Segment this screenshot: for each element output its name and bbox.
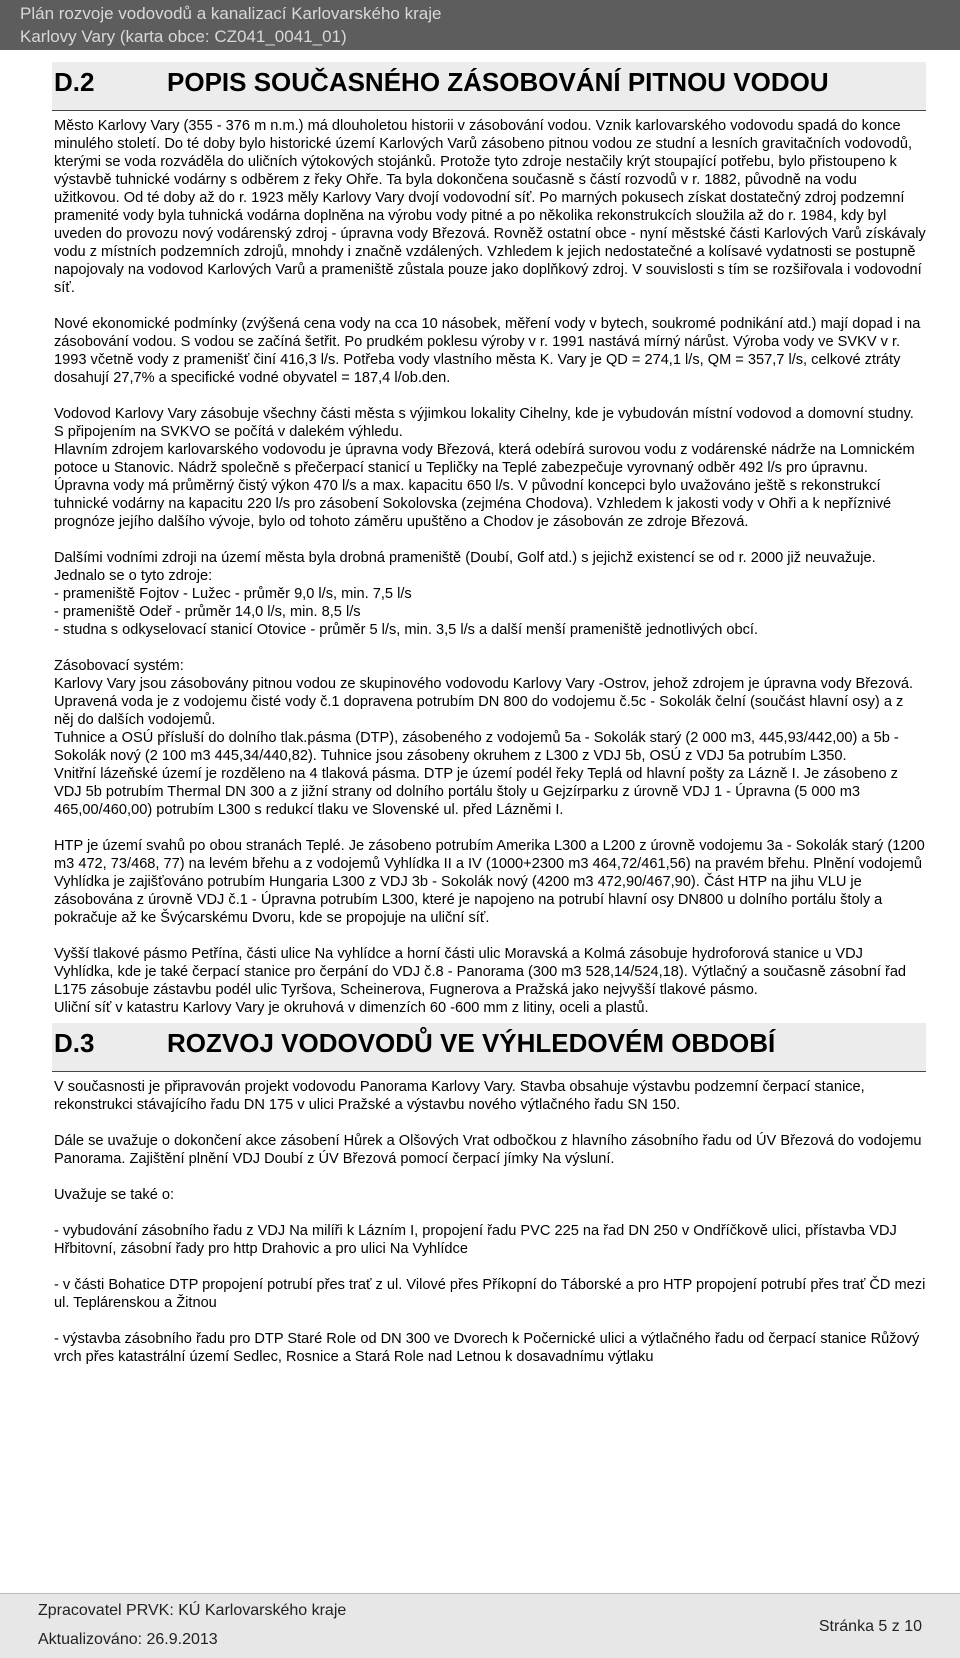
paragraph: Vyšší tlakové pásmo Petřína, části ulice Na vyhlídce a horní části ulic Moravská a Kolmá zásobuje hydroforová stanice u VDJ Vyhlídka, kde je také čerpací stanice pro čerpání do VDJ č.8 - Panorama (300 m3 528,14/524,18). Výtlačný a současně zásobní řad L175 zásobuje zástavbu podél ulic Tyršova, Scheinerova, Fugnerova a Pražská jako nejvyšší tlakové pásmo. [54, 946, 907, 998]
paragraph: Hlavním zdrojem karlovarského vodovodu je úpravna vody Březová, která odebírá surovou vodu z vodárenské nádrže na Lomnickém potoce u Stanovic. Nádrž společně s přečerpací stanicí u Tepličky na Teplé zabezpečuje vyrovnaný odběr 492 l/s pro úpravnu. Úpravna vody má průměrný čistý výkon 470 l/s a max. kapacitu 650 l/s. V původní koncepci bylo uvažováno ještě s rekonstrukcí tuhnické vodárny na kapacitu 220 l/s pro zásobení Sokolovska (zejména Chodova). Vzhledem k jakosti vody v Ohři a k nepříznivé prognóze jejího dalšího vývoje, bylo od tohoto záměru upuštěno a Chodov je zásobován ze zdroje Březová. [54, 442, 915, 530]
paragraph: Tuhnice a OSÚ přísluší do dolního tlak.pásma (DTP), zásobeného z vodojemů 5a - Sokolák starý (2 000 m3, 445,93/442,00) a 5b - Sokolák nový (2 100 m3 445,34/440,82). Tuhnice jsou zásobeny okruhem z L300 z VDJ 5b, OSÚ z VDJ 5a potrubím L350. [54, 730, 899, 764]
paragraph: Dále se uvažuje o dokončení akce zásobení Hůrek a Olšových Vrat odbočkou z hlavního zásobního řadu od ÚV Březová do vodojemu Panorama. Zajištění plnění VDJ Doubí z ÚV Březová pomocí čerpací jímky Na výsluní. [54, 1133, 922, 1167]
list-item: - prameniště Fojtov - Lužec - průměr 9,0 l/s, min. 7,5 l/s [54, 586, 412, 602]
list-item: - vybudování zásobního řadu z VDJ Na milíři k Lázním I, propojení řadu PVC 225 na řad DN 250 v Ondříčkově ulici, přístavba VDJ Hřbitovní, zásobní řady pro http Drahovic a pro ulici Na Vyhlídce [54, 1223, 897, 1257]
section-heading-d3 [52, 1023, 926, 1072]
page-header [0, 0, 960, 50]
list-item: - v části Bohatice DTP propojení potrubí přes trať z ul. Vilové přes Příkopní do Táborské a pro HTP propojení potrubí přes trať ČD mezi ul. Teplárenskou a Žitnou [54, 1277, 926, 1311]
document-body [54, 62, 926, 1366]
paragraph: Uvažuje se také o: [54, 1187, 175, 1203]
footer-page-number: Stránka 5 z 10 [818, 1618, 922, 1635]
paragraph: Nové ekonomické podmínky (zvýšená cena vody na cca 10 násobek, měření vody v bytech, soukromé podnikání atd.) mají dopad i na zásobování vodou. S vodou se začíná šetřit. Po prudkém poklesu výroby v r. 1991 nastává mírný nárůst. Výroba vody ve SVKV v r. 1993 včetně vody z pramenišť činí 416,3 l/s. Potřeba vody vlastního města K. Vary je QD = 274,1 l/s, QM = 357,7 l/s, celkové ztráty dosahují 27,7% a specifické vodné obyvatel = 187,4 l/ob.den. [54, 316, 921, 386]
list-item: - výstavba zásobního řadu pro DTP Staré Role od DN 300 ve Dvorech k Počernické ulici a výtlačného řadu od čerpací stanice Růžový vrch přes katastrální území Sedlec, Rosnice a Stará Role nad Letnou k dosavadnímu výtlaku [54, 1331, 920, 1365]
list-item: - prameniště Odeř - průměr 14,0 l/s, min. 8,5 l/s [54, 604, 361, 620]
footer-updated: Aktualizováno: 26.9.2013 [38, 1631, 218, 1648]
list-item: - studna s odkyselovací stanicí Otovice - průměr 5 l/s, min. 3,5 l/s a další menší prameniště jednotlivých obcí. [54, 622, 759, 638]
header-title: Plán rozvoje vodovodů a kanalizací Karlovarského kraje [20, 4, 442, 23]
page-footer [0, 1593, 960, 1658]
paragraph: Vodovod Karlovy Vary zásobuje všechny části města s výjimkou lokality Cihelny, kde je vybudován místní vodovod a domovní studny. S připojením na SVKVO se počítá v dalekém výhledu. [54, 406, 914, 440]
section-heading-d2 [52, 62, 926, 111]
paragraph: Dalšími vodními zdroji na území města byla drobná prameniště (Doubí, Golf atd.) s jejichž existencí se od r. 2000 již neuvažuje. Jednalo se o tyto zdroje: [54, 550, 876, 584]
footer-author: Zpracovatel PRVK: KÚ Karlovarského kraje [38, 1602, 347, 1619]
paragraph: Uliční síť v katastru Karlovy Vary je okruhová v dimenzích 60 -600 mm z litiny, oceli a plastů. [54, 1000, 649, 1016]
section-number: D.3 [54, 1028, 95, 1058]
paragraph: Karlovy Vary jsou zásobovány pitnou vodou ze skupinového vodovodu Karlovy Vary -Ostrov, jehož zdrojem je úpravna vody Březová. Upravená voda je z vodojemu čisté vody č.1 dopravena potrubím DN 800 do vodojemu č.5c - Sokolák čelní (součást hlavní osy) a z něj do dalších vodojemů. [54, 676, 914, 728]
header-subtitle: Karlovy Vary (karta obce: CZ041_0041_01) [20, 27, 347, 46]
paragraph: Město Karlovy Vary (355 - 376 m n.m.) má dlouholetou historii v zásobování vodou. Vznik karlovarského vodovodu spadá do konce minulého století. Do té doby bylo historické území Karlových Varů zásobeno pitnou vodou ze studní a lesních gravitačních vodovodů, kterými se voda rozváděla do uličních výtokových stojánků. Protože tyto zdroje nestačily krýt stoupající potřebu, bylo přistoupeno k výstavbě tuhnické vodárny s odběrem z řeky Ohře. Ta byla dokončena současně s částí rozvodů v r. 1882, původně na vodu užitkovou. Od té doby až do r. 1923 měly Karlovy Vary dvojí vodovodní síť. Po marných pokusech získat dostatečný zdroj podzemní pramenité vody byla tuhnická vodárna doplněna na výrobu vody pitné a po několika rekonstrukcích sloužila až do r. 1984, kdy byl uveden do provozu nový vodárenský zdroj - úpravna vody Březová. Rovněž ostatní obce - nyní městské části Karlových Varů získávaly vodu z místních podzemních zdrojů, mnohdy i značně vzdálených. Vzhledem k jejich nedostatečné a kolísavé vydatnosti se postupně napojovaly na vodovod Karlových Varů a prameniště zůstala pouze jako doplňkový zdroj. V souvislosti s tím se rozšiřovala i vodovodní síť. [54, 118, 926, 296]
paragraph: Vnitřní lázeňské území je rozděleno na 4 tlaková pásma. DTP je území podél řeky Teplá od hlavní pošty za Lázně I. Je zásobeno z VDJ 5b potrubím Thermal DN 300 a z jižní strany od dolního portálu štoly u Gejzírparku z úrovně VDJ 1 - Úpravna (5 000 m3 465,00/460,00) potrubím L300 s redukcí tlaku ve Slovenské ul. před Lázněmi I. [54, 766, 898, 818]
subheading: Zásobovací systém: [54, 658, 184, 674]
section-title: ROZVOJ VODOVODŮ VE VÝHLEDOVÉM OBDOBÍ [167, 1028, 776, 1058]
paragraph: V současnosti je připravován projekt vodovodu Panorama Karlovy Vary. Stavba obsahuje výstavbu podzemní čerpací stanice, rekonstrukci stávajícího řadu DN 175 v ulici Pražské a výstavbu nového výtlačného řadu SN 150. [54, 1079, 865, 1113]
paragraph: HTP je území svahů po obou stranách Teplé. Je zásobeno potrubím Amerika L300 a L200 z úrovně vodojemu 3a - Sokolák starý (1200 m3 472, 73/468, 77) na levém břehu a z vodojemů Vyhlídka II a IV (1000+2300 m3 464,72/461,56) na pravém břehu. Plnění vodojemů Vyhlídka je zajišťováno potrubím Hungaria L300 z VDJ 3b - Sokolák nový (4200 m3 472,90/467,90). Část HTP na jihu VLU je zásobována z úrovně VDJ č.1 - Úpravna potrubím L300, které je napojeno na potrubí hlavní osy DN800 u dolního portálu štoly a pokračuje až ke Švýcarskému Dvoru, kde se propojuje na uliční síť. [54, 838, 925, 926]
section-number: D.2 [54, 67, 95, 97]
section-title: POPIS SOUČASNÉHO ZÁSOBOVÁNÍ PITNOU VODOU [167, 67, 829, 97]
